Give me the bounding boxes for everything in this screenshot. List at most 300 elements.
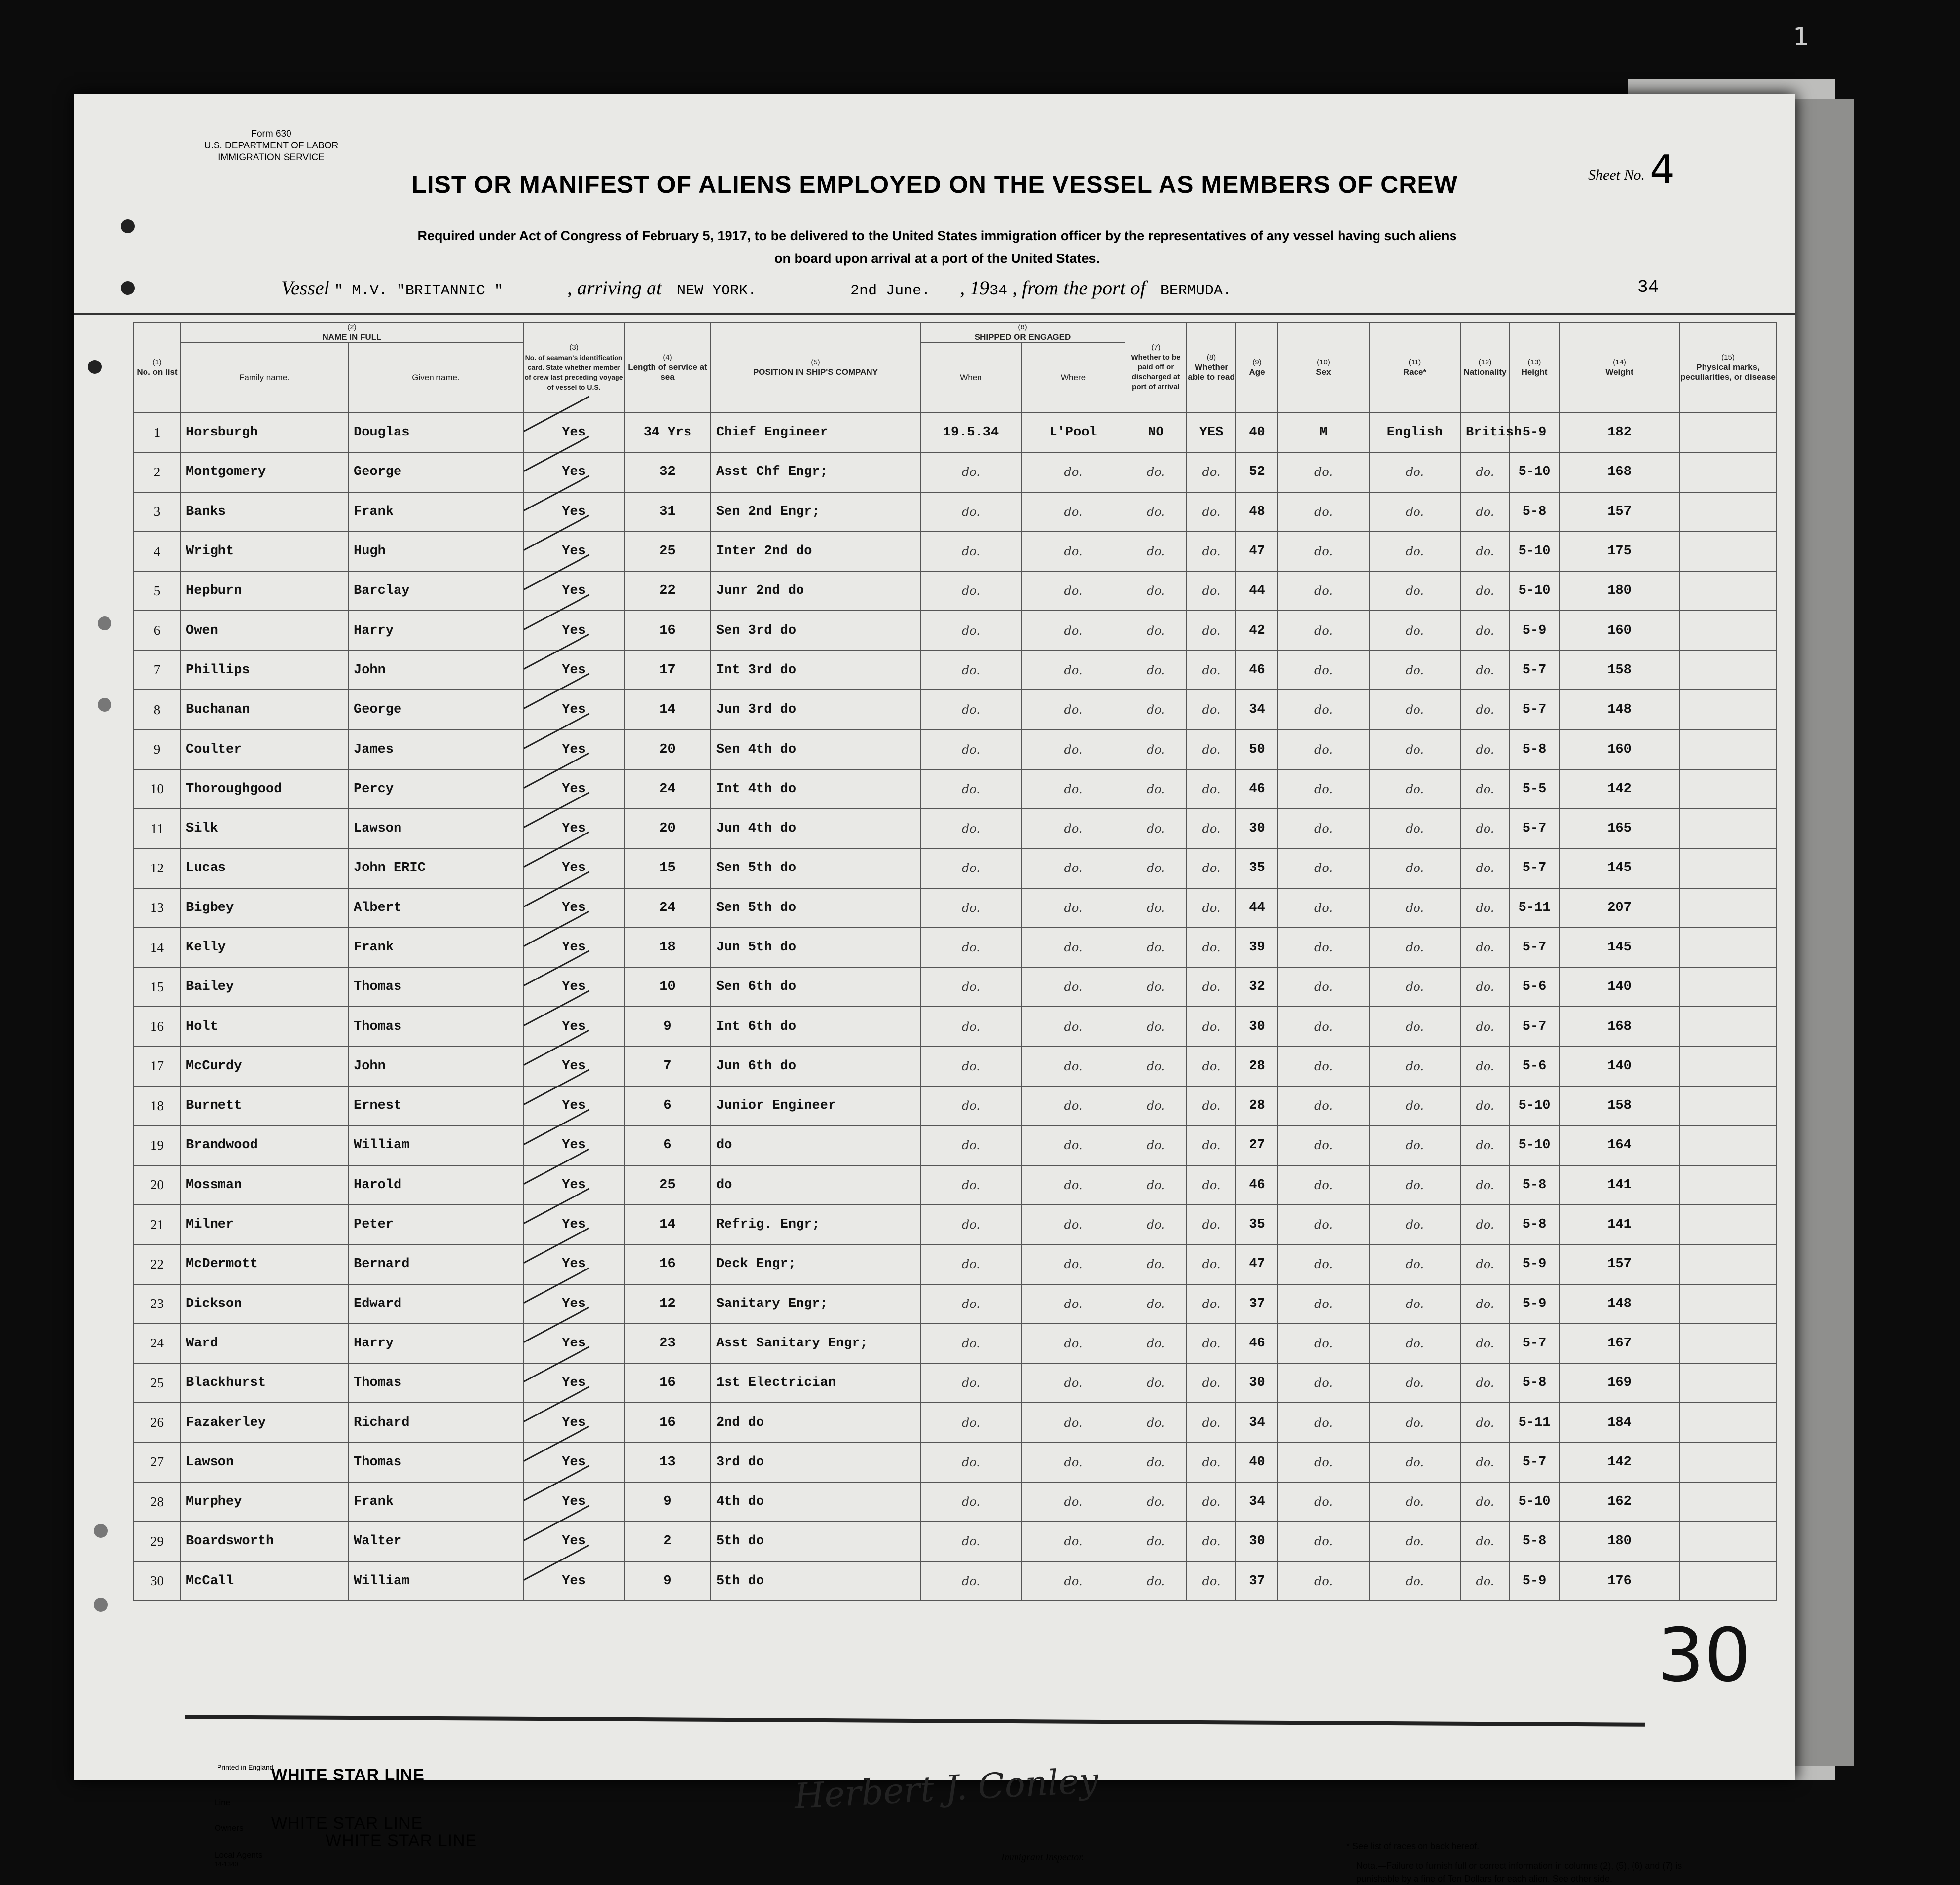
able-to-read: do. — [1187, 1165, 1236, 1205]
seaman-card: Yes — [523, 848, 624, 888]
physical-marks — [1680, 729, 1776, 769]
service-length: 23 — [624, 1324, 711, 1363]
sex: M — [1278, 413, 1369, 452]
nationality: do. — [1460, 1522, 1510, 1561]
physical-marks — [1680, 1403, 1776, 1442]
col-header-family: Family name. — [181, 343, 348, 413]
shipped-where: do. — [1021, 1403, 1125, 1442]
col-header-weight: (14) Weight — [1559, 322, 1680, 413]
service-length: 16 — [624, 1244, 711, 1284]
paid-off: do. — [1125, 1482, 1187, 1522]
race: do. — [1369, 1522, 1460, 1561]
age: 30 — [1236, 1522, 1278, 1561]
manifest-page — [74, 94, 1795, 1884]
family-name: Owen — [181, 611, 348, 650]
race: English — [1369, 413, 1460, 452]
shipped-when: do. — [920, 690, 1021, 729]
height: 5-5 — [1510, 769, 1559, 809]
table-row — [134, 1561, 1776, 1601]
physical-marks — [1680, 928, 1776, 967]
age: 47 — [1236, 532, 1278, 571]
owners-value: WHITE STAR LINE — [271, 1814, 423, 1833]
given-name: William — [348, 1125, 523, 1165]
paid-off: do. — [1125, 1086, 1187, 1125]
age: 46 — [1236, 651, 1278, 690]
paid-off: do. — [1125, 769, 1187, 809]
shipped-when: do. — [920, 1443, 1021, 1482]
list-number: 11 — [134, 809, 181, 848]
list-number: 28 — [134, 1482, 181, 1522]
physical-marks — [1680, 1165, 1776, 1205]
list-number: 16 — [134, 1007, 181, 1046]
table-row — [134, 1205, 1776, 1244]
vessel-label: Vessel — [281, 277, 329, 299]
list-number: 1 — [134, 413, 181, 452]
seaman-card: Yes — [523, 571, 624, 611]
race: do. — [1369, 452, 1460, 492]
height: 5-8 — [1510, 1205, 1559, 1244]
position: Sen 3rd do — [711, 611, 920, 650]
weight: 157 — [1559, 1244, 1680, 1284]
service-length: 31 — [624, 492, 711, 532]
nationality: do. — [1460, 611, 1510, 650]
family-name: Coulter — [181, 729, 348, 769]
able-to-read: do. — [1187, 1363, 1236, 1403]
service-length: 24 — [624, 888, 711, 928]
paid-off: do. — [1125, 928, 1187, 967]
able-to-read: do. — [1187, 1482, 1236, 1522]
weight: 148 — [1559, 1284, 1680, 1324]
nationality: do. — [1460, 1284, 1510, 1324]
sex: do. — [1278, 452, 1369, 492]
given-name: Thomas — [348, 1007, 523, 1046]
sheet-label: Sheet No. — [1588, 167, 1645, 183]
sex: do. — [1278, 888, 1369, 928]
physical-marks — [1680, 888, 1776, 928]
service-length: 14 — [624, 690, 711, 729]
sex: do. — [1278, 1165, 1369, 1205]
position: 3rd do — [711, 1443, 920, 1482]
able-to-read: do. — [1187, 1086, 1236, 1125]
age: 35 — [1236, 1205, 1278, 1244]
nota-note: Nota.—Failure to furnish full or correct information in columns (2), (5), (6) and (7) is punishable by a fine of Ten Dollars for each alien. See other side. — [1356, 1861, 1682, 1884]
nationality: do. — [1460, 571, 1510, 611]
given-name: Percy — [348, 769, 523, 809]
race: do. — [1369, 1205, 1460, 1244]
printed-in: Printed in England — [217, 1763, 274, 1771]
table-row — [134, 1403, 1776, 1442]
weight: 175 — [1559, 532, 1680, 571]
nationality: do. — [1460, 888, 1510, 928]
shipped-where: do. — [1021, 1561, 1125, 1601]
paid-off: do. — [1125, 492, 1187, 532]
shipped-where: do. — [1021, 1482, 1125, 1522]
position: Int 6th do — [711, 1007, 920, 1046]
service-length: 25 — [624, 1165, 711, 1205]
height: 5-8 — [1510, 1363, 1559, 1403]
sex: do. — [1278, 690, 1369, 729]
shipped-when: do. — [920, 1047, 1021, 1086]
family-name: Murphey — [181, 1482, 348, 1522]
age: 34 — [1236, 1403, 1278, 1442]
nationality: do. — [1460, 690, 1510, 729]
given-name: Richard — [348, 1403, 523, 1442]
table-row — [134, 1125, 1776, 1165]
shipped-when: do. — [920, 611, 1021, 650]
given-name: Harry — [348, 1324, 523, 1363]
col-header-where: Where — [1021, 343, 1125, 413]
paid-off: do. — [1125, 967, 1187, 1007]
col-header-name: (2) NAME IN FULL — [181, 322, 523, 343]
position: 2nd do — [711, 1403, 920, 1442]
paid-off: do. — [1125, 1443, 1187, 1482]
race: do. — [1369, 769, 1460, 809]
weight: 168 — [1559, 452, 1680, 492]
company-name: WHITE STAR LINE — [271, 1766, 425, 1784]
shipped-where: do. — [1021, 729, 1125, 769]
inspector-label: Immigrant Inspector. — [1001, 1852, 1084, 1863]
physical-marks — [1680, 690, 1776, 729]
height: 5-10 — [1510, 1482, 1559, 1522]
seaman-card: Yes — [523, 1047, 624, 1086]
seaman-card: Yes — [523, 532, 624, 571]
age: 37 — [1236, 1561, 1278, 1601]
height: 5-9 — [1510, 1284, 1559, 1324]
header-rule — [74, 313, 1795, 315]
nationality: do. — [1460, 1403, 1510, 1442]
weight: 180 — [1559, 571, 1680, 611]
paid-off: do. — [1125, 1165, 1187, 1205]
height: 5-7 — [1510, 809, 1559, 848]
weight: 148 — [1559, 690, 1680, 729]
list-number: 15 — [134, 967, 181, 1007]
paid-off: do. — [1125, 1205, 1187, 1244]
position: Int 3rd do — [711, 651, 920, 690]
age: 39 — [1236, 928, 1278, 967]
service-length: 6 — [624, 1125, 711, 1165]
agents-label: Local Agents — [215, 1850, 263, 1860]
paid-off: do. — [1125, 1244, 1187, 1284]
subtitle-line-1: Required under Act of Congress of February 5, 1917, to be delivered to the United States immigration officer by the representatives of any vessel having such aliens — [417, 228, 1457, 243]
physical-marks — [1680, 1284, 1776, 1324]
seaman-card: Yes — [523, 690, 624, 729]
weight: 157 — [1559, 492, 1680, 532]
position: Asst Chf Engr; — [711, 452, 920, 492]
vessel-name: " M.V. "BRITANNIC " — [334, 283, 503, 299]
service-length: 7 — [624, 1047, 711, 1086]
able-to-read: do. — [1187, 1125, 1236, 1165]
physical-marks — [1680, 413, 1776, 452]
paid-off: do. — [1125, 1522, 1187, 1561]
weight: 182 — [1559, 413, 1680, 452]
sex: do. — [1278, 611, 1369, 650]
position: do — [711, 1165, 920, 1205]
table-row — [134, 1522, 1776, 1561]
sex: do. — [1278, 769, 1369, 809]
given-name: Walter — [348, 1522, 523, 1561]
seaman-card: Yes — [523, 1324, 624, 1363]
physical-marks — [1680, 1007, 1776, 1046]
owners-label: Owners — [215, 1823, 244, 1833]
handwritten-tally: 30 — [1657, 1613, 1751, 1699]
physical-marks — [1680, 967, 1776, 1007]
paid-off: do. — [1125, 690, 1187, 729]
sheet-value: 4 — [1649, 147, 1675, 193]
shipped-where: do. — [1021, 1047, 1125, 1086]
subtitle-line-2: on board upon arrival at a port of the United States. — [774, 251, 1100, 266]
table-row — [134, 848, 1776, 888]
position: 1st Electrician — [711, 1363, 920, 1403]
weight: 158 — [1559, 651, 1680, 690]
sex: do. — [1278, 532, 1369, 571]
table-row — [134, 651, 1776, 690]
given-name: Barclay — [348, 571, 523, 611]
table-row — [134, 729, 1776, 769]
able-to-read: do. — [1187, 888, 1236, 928]
shipped-where: do. — [1021, 1363, 1125, 1403]
list-number: 29 — [134, 1522, 181, 1561]
physical-marks — [1680, 611, 1776, 650]
race: do. — [1369, 492, 1460, 532]
paid-off: do. — [1125, 848, 1187, 888]
paid-off: do. — [1125, 1363, 1187, 1403]
page-subtitle — [247, 224, 1628, 270]
height: 5-6 — [1510, 967, 1559, 1007]
binder-hole — [121, 219, 135, 233]
sex: do. — [1278, 1284, 1369, 1324]
arrival-date: 2nd June. — [850, 283, 931, 299]
paid-off: NO — [1125, 413, 1187, 452]
table-row — [134, 809, 1776, 848]
seaman-card: Yes — [523, 492, 624, 532]
physical-marks — [1680, 1561, 1776, 1601]
shipped-when: do. — [920, 452, 1021, 492]
paid-off: do. — [1125, 1047, 1187, 1086]
seaman-card: Yes — [523, 1125, 624, 1165]
from-port: BERMUDA. — [1160, 283, 1232, 299]
race: do. — [1369, 967, 1460, 1007]
sex: do. — [1278, 1363, 1369, 1403]
given-name: Harry — [348, 611, 523, 650]
table-row — [134, 452, 1776, 492]
sex: do. — [1278, 1125, 1369, 1165]
list-number: 9 — [134, 729, 181, 769]
table-row — [134, 1047, 1776, 1086]
family-name: Banks — [181, 492, 348, 532]
height: 5-9 — [1510, 611, 1559, 650]
height: 5-9 — [1510, 1561, 1559, 1601]
age: 46 — [1236, 1324, 1278, 1363]
able-to-read: do. — [1187, 1324, 1236, 1363]
nationality: do. — [1460, 729, 1510, 769]
col-header-given: Given name. — [348, 343, 523, 413]
shipped-where: do. — [1021, 651, 1125, 690]
family-name: Blackhurst — [181, 1363, 348, 1403]
shipped-when: do. — [920, 532, 1021, 571]
given-name: Thomas — [348, 1443, 523, 1482]
able-to-read: do. — [1187, 571, 1236, 611]
position: Jun 3rd do — [711, 690, 920, 729]
height: 5-6 — [1510, 1047, 1559, 1086]
seaman-card: Yes — [523, 1363, 624, 1403]
sex: do. — [1278, 1324, 1369, 1363]
shipped-where: do. — [1021, 1125, 1125, 1165]
from-port-label: , from the port of — [1012, 277, 1146, 299]
position: 5th do — [711, 1561, 920, 1601]
nationality: do. — [1460, 1165, 1510, 1205]
physical-marks — [1680, 492, 1776, 532]
given-name: Frank — [348, 1482, 523, 1522]
position: Deck Engr; — [711, 1244, 920, 1284]
seaman-card: Yes — [523, 1561, 624, 1601]
sex: do. — [1278, 1007, 1369, 1046]
given-name: Lawson — [348, 809, 523, 848]
family-name: McCurdy — [181, 1047, 348, 1086]
shipped-when: do. — [920, 571, 1021, 611]
height: 5-9 — [1510, 413, 1559, 452]
shipped-when: do. — [920, 769, 1021, 809]
given-name: Bernard — [348, 1244, 523, 1284]
sex: do. — [1278, 848, 1369, 888]
nationality: do. — [1460, 1443, 1510, 1482]
age: 34 — [1236, 1482, 1278, 1522]
weight: 145 — [1559, 928, 1680, 967]
position: Sen 4th do — [711, 729, 920, 769]
position: Jun 4th do — [711, 809, 920, 848]
arriving-label: , arriving at — [567, 277, 662, 299]
family-name: Horsburgh — [181, 413, 348, 452]
nationality: do. — [1460, 1086, 1510, 1125]
shipped-where: do. — [1021, 690, 1125, 729]
nationality: do. — [1460, 1363, 1510, 1403]
col-header-shipped: (6) SHIPPED OR ENGAGED — [920, 322, 1125, 343]
table-row — [134, 690, 1776, 729]
shipped-where: do. — [1021, 1165, 1125, 1205]
age: 27 — [1236, 1125, 1278, 1165]
service-length: 32 — [624, 452, 711, 492]
physical-marks — [1680, 1244, 1776, 1284]
list-number: 5 — [134, 571, 181, 611]
form-service: IMMIGRATION SERVICE — [218, 152, 325, 163]
col-header-nationality: (12) Nationality — [1460, 322, 1510, 413]
nationality: do. — [1460, 967, 1510, 1007]
able-to-read: do. — [1187, 848, 1236, 888]
position: 5th do — [711, 1522, 920, 1561]
able-to-read: do. — [1187, 967, 1236, 1007]
form-department: U.S. DEPARTMENT OF LABOR — [204, 141, 339, 151]
line-label: Line — [215, 1798, 231, 1807]
weight: 160 — [1559, 611, 1680, 650]
form-number: Form 630 — [251, 129, 291, 139]
list-number: 18 — [134, 1086, 181, 1125]
seaman-card: Yes — [523, 1244, 624, 1284]
given-name: George — [348, 690, 523, 729]
age: 52 — [1236, 452, 1278, 492]
service-length: 12 — [624, 1284, 711, 1324]
race: do. — [1369, 1363, 1460, 1403]
able-to-read: do. — [1187, 1561, 1236, 1601]
weight: 142 — [1559, 1443, 1680, 1482]
position: Inter 2nd do — [711, 532, 920, 571]
able-to-read: do. — [1187, 1284, 1236, 1324]
able-to-read: do. — [1187, 1047, 1236, 1086]
list-number: 24 — [134, 1324, 181, 1363]
sex: do. — [1278, 1205, 1369, 1244]
physical-marks — [1680, 809, 1776, 848]
list-number: 4 — [134, 532, 181, 571]
family-name: McCall — [181, 1561, 348, 1601]
shipped-when: do. — [920, 809, 1021, 848]
crew-table — [133, 322, 1777, 1601]
weight: 140 — [1559, 1047, 1680, 1086]
weight: 168 — [1559, 1007, 1680, 1046]
shipped-when: do. — [920, 1482, 1021, 1522]
weight: 176 — [1559, 1561, 1680, 1601]
shipped-when: do. — [920, 888, 1021, 928]
given-name: William — [348, 1561, 523, 1601]
physical-marks — [1680, 651, 1776, 690]
age: 44 — [1236, 571, 1278, 611]
given-name: Frank — [348, 928, 523, 967]
paid-off: do. — [1125, 729, 1187, 769]
nationality: do. — [1460, 532, 1510, 571]
race: do. — [1369, 1244, 1460, 1284]
list-number: 19 — [134, 1125, 181, 1165]
seaman-card: Yes — [523, 1205, 624, 1244]
sex: do. — [1278, 1443, 1369, 1482]
shipped-when: do. — [920, 492, 1021, 532]
list-number: 12 — [134, 848, 181, 888]
physical-marks — [1680, 1047, 1776, 1086]
race: do. — [1369, 690, 1460, 729]
race: do. — [1369, 1125, 1460, 1165]
paid-off: do. — [1125, 1403, 1187, 1442]
table-row — [134, 611, 1776, 650]
weight: 140 — [1559, 967, 1680, 1007]
age: 44 — [1236, 888, 1278, 928]
nationality: do. — [1460, 848, 1510, 888]
physical-marks — [1680, 1324, 1776, 1363]
height: 5-8 — [1510, 492, 1559, 532]
nationality: do. — [1460, 1007, 1510, 1046]
nationality: do. — [1460, 1205, 1510, 1244]
race: do. — [1369, 1443, 1460, 1482]
service-length: 13 — [624, 1443, 711, 1482]
shipped-where: do. — [1021, 611, 1125, 650]
position: Sen 2nd Engr; — [711, 492, 920, 532]
service-length: 9 — [624, 1007, 711, 1046]
family-name: Ward — [181, 1324, 348, 1363]
physical-marks — [1680, 769, 1776, 809]
family-name: Bigbey — [181, 888, 348, 928]
sex: do. — [1278, 928, 1369, 967]
height: 5-10 — [1510, 532, 1559, 571]
paid-off: do. — [1125, 1125, 1187, 1165]
weight: 165 — [1559, 809, 1680, 848]
shipped-where: do. — [1021, 492, 1125, 532]
corner-page-number: 1 — [1793, 22, 1810, 52]
weight: 162 — [1559, 1482, 1680, 1522]
list-number: 7 — [134, 651, 181, 690]
paid-off: do. — [1125, 571, 1187, 611]
seaman-card: Yes — [523, 1086, 624, 1125]
family-name: Boardsworth — [181, 1522, 348, 1561]
physical-marks — [1680, 848, 1776, 888]
service-length: 14 — [624, 1205, 711, 1244]
age: 30 — [1236, 1363, 1278, 1403]
able-to-read: do. — [1187, 1443, 1236, 1482]
col-header-position: (5) POSITION IN SHIP'S COMPANY — [711, 322, 920, 413]
